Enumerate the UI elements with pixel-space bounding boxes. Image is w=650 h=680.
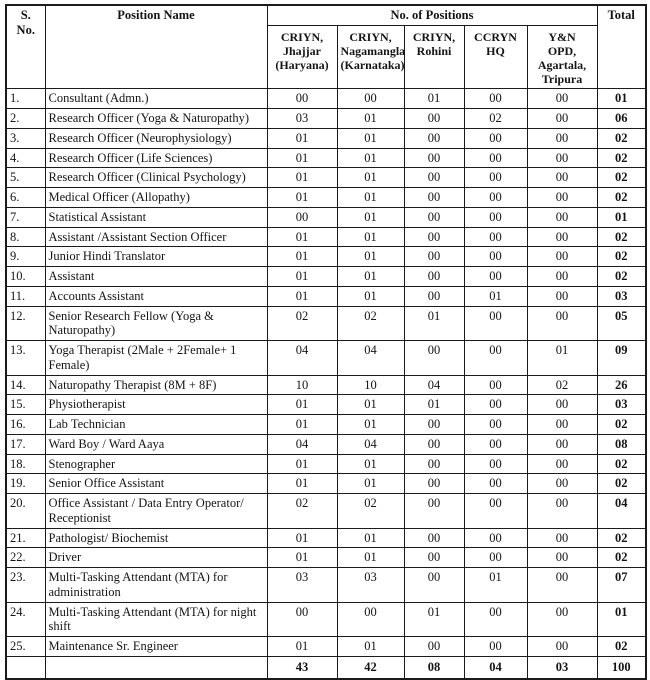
- row-total: 08: [597, 434, 646, 454]
- row-count-criyn-rohini: 00: [404, 528, 464, 548]
- row-count-criyn-rohini: 04: [404, 375, 464, 395]
- row-position-name: Driver: [45, 548, 267, 568]
- row-position-name: Senior Office Assistant: [45, 474, 267, 494]
- row-count-yn-opd: 00: [527, 267, 597, 287]
- row-count-ccryn-hq: 01: [464, 568, 527, 603]
- row-count-criyn-rohini: 00: [404, 286, 464, 306]
- table-row: [6, 227, 646, 247]
- row-count-criyn-jhajjar: 01: [267, 415, 337, 435]
- row-total: 02: [597, 528, 646, 548]
- row-total: 02: [597, 128, 646, 148]
- table-row: [6, 474, 646, 494]
- row-sno: 21.: [6, 528, 45, 548]
- row-sno: 8.: [6, 227, 45, 247]
- row-count-criyn-rohini: 01: [404, 306, 464, 341]
- row-count-criyn-jhajjar: 03: [267, 109, 337, 129]
- row-position-name: Assistant: [45, 267, 267, 287]
- row-count-criyn-nagamangla: 01: [337, 415, 404, 435]
- row-total: 07: [597, 568, 646, 603]
- row-count-yn-opd: 00: [527, 188, 597, 208]
- row-count-yn-opd: 00: [527, 247, 597, 267]
- row-count-criyn-rohini: 01: [404, 602, 464, 637]
- row-count-criyn-nagamangla: 01: [337, 286, 404, 306]
- row-position-name: Physiotherapist: [45, 395, 267, 415]
- row-count-criyn-nagamangla: 01: [337, 395, 404, 415]
- row-count-yn-opd: 00: [527, 227, 597, 247]
- row-count-ccryn-hq: 02: [464, 109, 527, 129]
- row-sno: 23.: [6, 568, 45, 603]
- row-total: 02: [597, 415, 646, 435]
- row-sno: 5.: [6, 168, 45, 188]
- row-total: 06: [597, 109, 646, 129]
- row-sno: 2.: [6, 109, 45, 129]
- table-row: [6, 306, 646, 341]
- row-position-name: Pathologist/ Biochemist: [45, 528, 267, 548]
- row-count-yn-opd: 00: [527, 474, 597, 494]
- totals-name-empty: [45, 656, 267, 678]
- row-count-criyn-nagamangla: 01: [337, 227, 404, 247]
- row-sno: 12.: [6, 306, 45, 341]
- row-total: 02: [597, 548, 646, 568]
- row-position-name: Yoga Therapist (2Male + 2Female+ 1 Female): [45, 341, 267, 376]
- table-row: [6, 188, 646, 208]
- row-count-criyn-rohini: 00: [404, 637, 464, 657]
- row-count-criyn-jhajjar: 01: [267, 227, 337, 247]
- row-count-ccryn-hq: 00: [464, 637, 527, 657]
- row-count-criyn-nagamangla: 00: [337, 602, 404, 637]
- row-total: 02: [597, 474, 646, 494]
- totals-sno-empty: [6, 656, 45, 678]
- row-count-ccryn-hq: 00: [464, 247, 527, 267]
- row-sno: 7.: [6, 207, 45, 227]
- row-sno: 24.: [6, 602, 45, 637]
- row-count-criyn-rohini: 00: [404, 415, 464, 435]
- row-sno: 11.: [6, 286, 45, 306]
- table-row: [6, 128, 646, 148]
- row-position-name: Lab Technician: [45, 415, 267, 435]
- table-row: [6, 637, 646, 657]
- row-total: 02: [597, 247, 646, 267]
- totals-grand-total: 100: [597, 656, 646, 678]
- row-count-ccryn-hq: 00: [464, 454, 527, 474]
- row-total: 02: [597, 168, 646, 188]
- row-count-criyn-jhajjar: 01: [267, 267, 337, 287]
- table-row: [6, 395, 646, 415]
- row-position-name: Research Officer (Yoga & Naturopathy): [45, 109, 267, 129]
- row-position-name: Stenographer: [45, 454, 267, 474]
- row-total: 01: [597, 89, 646, 109]
- header-location-criyn-nagamangla: CRIYN, Nagamangla (Karnataka): [337, 25, 404, 89]
- row-count-criyn-jhajjar: 01: [267, 637, 337, 657]
- row-count-ccryn-hq: 00: [464, 341, 527, 376]
- row-count-criyn-jhajjar: 04: [267, 341, 337, 376]
- row-count-criyn-nagamangla: 01: [337, 267, 404, 287]
- row-count-criyn-jhajjar: 01: [267, 148, 337, 168]
- row-count-ccryn-hq: 00: [464, 548, 527, 568]
- row-position-name: Senior Research Fellow (Yoga & Naturopathy): [45, 306, 267, 341]
- row-count-ccryn-hq: 00: [464, 227, 527, 247]
- table-row: [6, 602, 646, 637]
- totals-row: [6, 656, 646, 678]
- header-total: Total: [597, 5, 646, 89]
- row-count-ccryn-hq: 00: [464, 188, 527, 208]
- row-count-yn-opd: 00: [527, 148, 597, 168]
- row-count-ccryn-hq: 00: [464, 474, 527, 494]
- row-count-yn-opd: 00: [527, 415, 597, 435]
- row-total: 02: [597, 188, 646, 208]
- row-total: 03: [597, 395, 646, 415]
- row-count-criyn-jhajjar: 01: [267, 395, 337, 415]
- totals-criyn-nagamangla: 42: [337, 656, 404, 678]
- row-count-criyn-jhajjar: 01: [267, 474, 337, 494]
- row-count-criyn-rohini: 00: [404, 494, 464, 529]
- row-sno: 6.: [6, 188, 45, 208]
- table-row: [6, 548, 646, 568]
- table-row: [6, 286, 646, 306]
- table-row: [6, 434, 646, 454]
- positions-table: [5, 4, 647, 680]
- row-count-ccryn-hq: 00: [464, 415, 527, 435]
- row-count-criyn-nagamangla: 01: [337, 454, 404, 474]
- row-sno: 14.: [6, 375, 45, 395]
- table-row: [6, 168, 646, 188]
- row-count-criyn-jhajjar: 10: [267, 375, 337, 395]
- row-total: 04: [597, 494, 646, 529]
- row-count-yn-opd: 00: [527, 637, 597, 657]
- row-count-criyn-rohini: 00: [404, 474, 464, 494]
- row-count-criyn-nagamangla: 01: [337, 128, 404, 148]
- row-count-criyn-nagamangla: 01: [337, 548, 404, 568]
- row-count-yn-opd: 00: [527, 168, 597, 188]
- header-sno: S. No.: [6, 5, 45, 89]
- row-position-name: Maintenance Sr. Engineer: [45, 637, 267, 657]
- row-position-name: Assistant /Assistant Section Officer: [45, 227, 267, 247]
- row-count-ccryn-hq: 00: [464, 267, 527, 287]
- row-position-name: Research Officer (Life Sciences): [45, 148, 267, 168]
- row-count-ccryn-hq: 01: [464, 286, 527, 306]
- row-count-yn-opd: 00: [527, 602, 597, 637]
- row-count-ccryn-hq: 00: [464, 375, 527, 395]
- row-count-ccryn-hq: 00: [464, 602, 527, 637]
- row-count-yn-opd: 00: [527, 89, 597, 109]
- header-location-criyn-jhajjar: CRIYN, Jhajjar (Haryana): [267, 25, 337, 89]
- row-count-ccryn-hq: 00: [464, 89, 527, 109]
- row-count-criyn-nagamangla: 04: [337, 434, 404, 454]
- row-count-ccryn-hq: 00: [464, 494, 527, 529]
- row-count-criyn-nagamangla: 02: [337, 494, 404, 529]
- row-count-criyn-nagamangla: 01: [337, 637, 404, 657]
- row-count-ccryn-hq: 00: [464, 528, 527, 548]
- row-count-criyn-jhajjar: 00: [267, 602, 337, 637]
- row-count-criyn-nagamangla: 01: [337, 109, 404, 129]
- row-position-name: Statistical Assistant: [45, 207, 267, 227]
- row-total: 02: [597, 227, 646, 247]
- row-count-criyn-jhajjar: 00: [267, 89, 337, 109]
- row-count-yn-opd: 00: [527, 454, 597, 474]
- positions-tbody: [6, 89, 646, 657]
- row-count-criyn-rohini: 00: [404, 247, 464, 267]
- row-sno: 13.: [6, 341, 45, 376]
- row-count-yn-opd: 02: [527, 375, 597, 395]
- row-count-criyn-jhajjar: 01: [267, 128, 337, 148]
- totals-yn-opd: 03: [527, 656, 597, 678]
- row-count-criyn-rohini: 00: [404, 341, 464, 376]
- row-count-criyn-rohini: 00: [404, 454, 464, 474]
- row-count-criyn-jhajjar: 02: [267, 494, 337, 529]
- header-position-name: Position Name: [45, 5, 267, 89]
- row-count-criyn-rohini: 00: [404, 128, 464, 148]
- totals-criyn-jhajjar: 43: [267, 656, 337, 678]
- row-count-criyn-rohini: 00: [404, 109, 464, 129]
- table-row: [6, 568, 646, 603]
- row-total: 02: [597, 148, 646, 168]
- row-count-criyn-jhajjar: 01: [267, 168, 337, 188]
- header-location-criyn-rohini: CRIYN, Rohini: [404, 25, 464, 89]
- row-count-yn-opd: 00: [527, 128, 597, 148]
- header-row-main: [6, 5, 646, 25]
- row-count-ccryn-hq: 00: [464, 207, 527, 227]
- row-count-criyn-rohini: 00: [404, 267, 464, 287]
- row-sno: 10.: [6, 267, 45, 287]
- row-count-yn-opd: 00: [527, 286, 597, 306]
- row-sno: 3.: [6, 128, 45, 148]
- row-position-name: Research Officer (Clinical Psychology): [45, 168, 267, 188]
- row-count-yn-opd: 00: [527, 568, 597, 603]
- row-count-criyn-rohini: 00: [404, 568, 464, 603]
- row-total: 02: [597, 267, 646, 287]
- table-row: [6, 89, 646, 109]
- row-sno: 1.: [6, 89, 45, 109]
- table-row: [6, 415, 646, 435]
- row-count-criyn-nagamangla: 10: [337, 375, 404, 395]
- row-count-criyn-nagamangla: 04: [337, 341, 404, 376]
- row-position-name: Naturopathy Therapist (8M + 8F): [45, 375, 267, 395]
- row-position-name: Medical Officer (Allopathy): [45, 188, 267, 208]
- row-position-name: Research Officer (Neurophysiology): [45, 128, 267, 148]
- row-total: 03: [597, 286, 646, 306]
- row-count-criyn-rohini: 00: [404, 168, 464, 188]
- row-count-criyn-rohini: 00: [404, 188, 464, 208]
- row-sno: 15.: [6, 395, 45, 415]
- row-count-criyn-rohini: 00: [404, 434, 464, 454]
- row-count-ccryn-hq: 00: [464, 128, 527, 148]
- row-total: 05: [597, 306, 646, 341]
- row-position-name: Consultant (Admn.): [45, 89, 267, 109]
- row-count-criyn-nagamangla: 03: [337, 568, 404, 603]
- row-count-criyn-jhajjar: 01: [267, 454, 337, 474]
- row-sno: 22.: [6, 548, 45, 568]
- row-sno: 20.: [6, 494, 45, 529]
- row-position-name: Office Assistant / Data Entry Operator/ Receptionist: [45, 494, 267, 529]
- table-row: [6, 454, 646, 474]
- row-count-criyn-jhajjar: 00: [267, 207, 337, 227]
- row-count-ccryn-hq: 00: [464, 395, 527, 415]
- row-count-criyn-jhajjar: 01: [267, 548, 337, 568]
- row-count-yn-opd: 00: [527, 434, 597, 454]
- table-row: [6, 528, 646, 548]
- row-count-criyn-nagamangla: 01: [337, 148, 404, 168]
- row-sno: 18.: [6, 454, 45, 474]
- row-position-name: Ward Boy / Ward Aaya: [45, 434, 267, 454]
- row-count-yn-opd: 00: [527, 548, 597, 568]
- row-count-criyn-rohini: 01: [404, 89, 464, 109]
- row-position-name: Junior Hindi Translator: [45, 247, 267, 267]
- row-count-criyn-nagamangla: 01: [337, 188, 404, 208]
- row-count-criyn-nagamangla: 01: [337, 474, 404, 494]
- row-total: 26: [597, 375, 646, 395]
- row-sno: 9.: [6, 247, 45, 267]
- row-total: 01: [597, 602, 646, 637]
- row-count-criyn-nagamangla: 01: [337, 528, 404, 548]
- row-count-criyn-nagamangla: 00: [337, 89, 404, 109]
- header-no-of-positions: No. of Positions: [267, 5, 597, 25]
- row-count-criyn-nagamangla: 02: [337, 306, 404, 341]
- row-count-yn-opd: 00: [527, 494, 597, 529]
- row-count-criyn-jhajjar: 02: [267, 306, 337, 341]
- row-count-yn-opd: 01: [527, 341, 597, 376]
- row-total: 01: [597, 207, 646, 227]
- row-position-name: Multi-Tasking Attendant (MTA) for administration: [45, 568, 267, 603]
- row-position-name: Accounts Assistant: [45, 286, 267, 306]
- row-sno: 16.: [6, 415, 45, 435]
- header-location-ccryn-hq: CCRYN HQ: [464, 25, 527, 89]
- row-count-criyn-jhajjar: 01: [267, 286, 337, 306]
- row-count-yn-opd: 00: [527, 395, 597, 415]
- row-count-criyn-nagamangla: 01: [337, 247, 404, 267]
- row-count-yn-opd: 00: [527, 306, 597, 341]
- row-count-ccryn-hq: 00: [464, 168, 527, 188]
- row-total: 02: [597, 637, 646, 657]
- row-count-criyn-jhajjar: 03: [267, 568, 337, 603]
- row-sno: 4.: [6, 148, 45, 168]
- row-count-criyn-nagamangla: 01: [337, 168, 404, 188]
- row-count-criyn-jhajjar: 01: [267, 188, 337, 208]
- table-row: [6, 109, 646, 129]
- row-count-criyn-nagamangla: 01: [337, 207, 404, 227]
- row-count-yn-opd: 00: [527, 207, 597, 227]
- row-total: 09: [597, 341, 646, 376]
- row-count-criyn-jhajjar: 01: [267, 528, 337, 548]
- row-count-yn-opd: 00: [527, 109, 597, 129]
- row-count-ccryn-hq: 00: [464, 434, 527, 454]
- row-count-ccryn-hq: 00: [464, 148, 527, 168]
- table-row: [6, 341, 646, 376]
- totals-tbody: [6, 656, 646, 678]
- totals-criyn-rohini: 08: [404, 656, 464, 678]
- row-position-name: Multi-Tasking Attendant (MTA) for night shift: [45, 602, 267, 637]
- row-count-criyn-rohini: 00: [404, 207, 464, 227]
- row-count-criyn-rohini: 00: [404, 548, 464, 568]
- table-row: [6, 375, 646, 395]
- table-row: [6, 267, 646, 287]
- table-row: [6, 247, 646, 267]
- row-count-criyn-rohini: 00: [404, 227, 464, 247]
- row-count-criyn-rohini: 01: [404, 395, 464, 415]
- row-sno: 19.: [6, 474, 45, 494]
- row-count-yn-opd: 00: [527, 528, 597, 548]
- totals-ccryn-hq: 04: [464, 656, 527, 678]
- table-row: [6, 207, 646, 227]
- row-count-ccryn-hq: 00: [464, 306, 527, 341]
- row-count-criyn-rohini: 00: [404, 148, 464, 168]
- table-row: [6, 148, 646, 168]
- row-count-criyn-jhajjar: 01: [267, 247, 337, 267]
- table-row: [6, 494, 646, 529]
- row-count-criyn-jhajjar: 04: [267, 434, 337, 454]
- row-total: 02: [597, 454, 646, 474]
- row-sno: 25.: [6, 637, 45, 657]
- header-location-yn-opd-agartala: Y&N OPD, Agartala, Tripura: [527, 25, 597, 89]
- row-sno: 17.: [6, 434, 45, 454]
